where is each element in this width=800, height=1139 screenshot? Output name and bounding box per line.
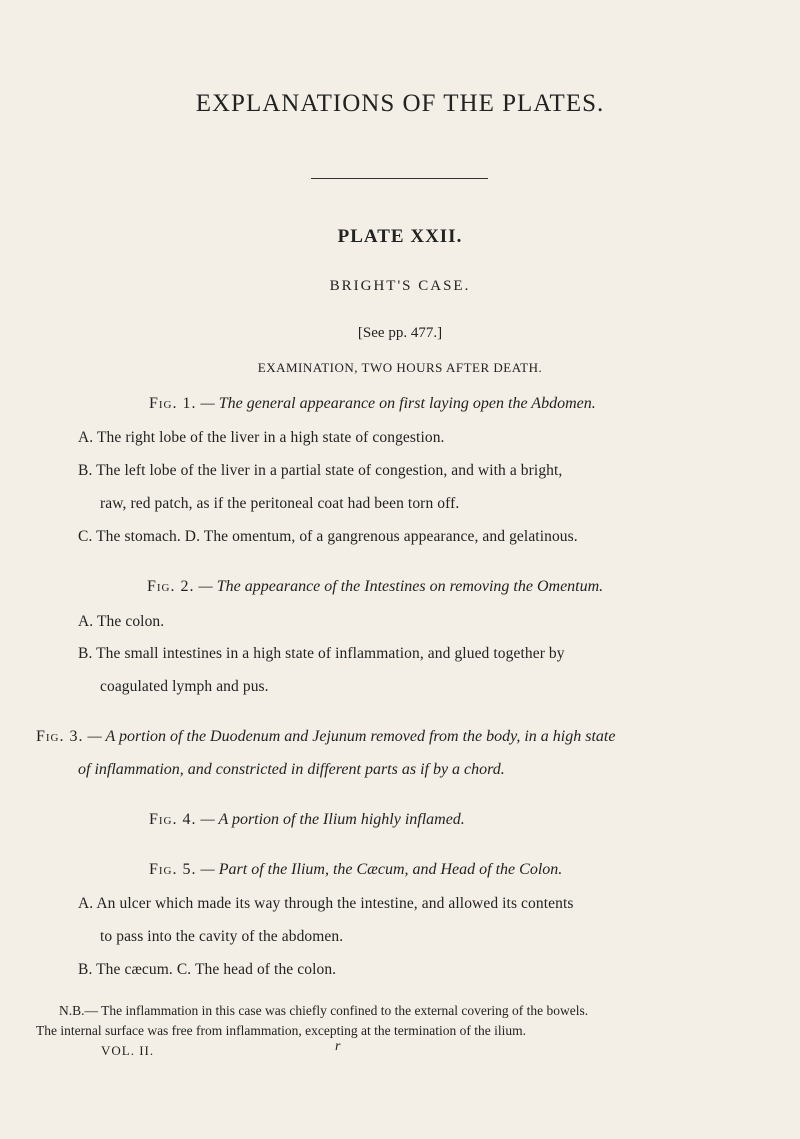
fig1-item-b: B. The left lobe of the liver in a partial state of congestion, and with a bright,: [78, 462, 563, 479]
fig5-item-a: A. An ulcer which made its way through the intestine, and allowed its contents: [78, 895, 574, 912]
title-rule: [311, 178, 488, 179]
fig4-caption: [149, 811, 465, 829]
fig2-item-b-cont: coagulated lymph and pus.: [100, 678, 269, 695]
case-title: BRIGHT'S CASE.: [329, 278, 471, 294]
fig3-label: Fig. 3.: [36, 728, 84, 745]
fig3-caption: [36, 728, 615, 746]
note-line-2: The internal surface was free from inflammation, excepting at the termination of the ilium.: [36, 1023, 526, 1038]
fig5-item-b-c: B. The cæcum. C. The head of the colon.: [78, 961, 337, 978]
examination-heading: EXAMINATION, TWO HOURS AFTER DEATH.: [257, 360, 543, 375]
fig3-caption-line1: — A portion of the Duodenum and Jejunum removed from the body, in a high state: [87, 728, 616, 745]
fig4-label: Fig. 4.: [149, 811, 197, 828]
fig3-caption-cont: [78, 761, 505, 779]
fig2-label: Fig. 2.: [147, 578, 195, 595]
page-reference: [See pp. 477.]: [357, 325, 443, 341]
fig1-caption: [149, 395, 596, 413]
note-line-1: N.B.— The inflammation in this case was chiefly confined to the external covering of the bowels.: [59, 1003, 589, 1018]
fig5-caption-text: — Part of the Ilium, the Cæcum, and Head of the Colon.: [200, 861, 563, 878]
signature-mark: r: [335, 1039, 341, 1054]
fig2-item-a: A. The colon.: [78, 613, 165, 630]
fig1-item-c-d: C. The stomach. D. The omentum, of a gangrenous appearance, and gelatinous.: [78, 528, 578, 545]
fig5-label: Fig. 5.: [149, 861, 197, 878]
fig2-caption-text: — The appearance of the Intestines on removing the Omentum.: [198, 578, 604, 595]
fig2-item-b: B. The small intestines in a high state of inflammation, and glued together by: [78, 645, 565, 662]
fig1-item-b-cont: raw, red patch, as if the peritoneal coat had been torn off.: [100, 495, 460, 512]
fig1-caption-text: — The general appearance on first laying open the Abdomen.: [200, 395, 596, 412]
fig3-caption-line2: of inflammation, and constricted in different parts as if by a chord.: [78, 761, 505, 778]
fig5-item-a-cont: to pass into the cavity of the abdomen.: [100, 928, 344, 945]
volume-label: VOL. II.: [101, 1043, 155, 1058]
fig4-caption-text: — A portion of the Ilium highly inflamed.: [200, 811, 465, 828]
fig2-caption: [147, 578, 603, 596]
plate-title: PLATE XXII.: [337, 226, 463, 247]
main-title: EXPLANATIONS OF THE PLATES.: [195, 90, 605, 117]
fig5-caption: [149, 861, 562, 879]
fig1-item-a: A. The right lobe of the liver in a high state of congestion.: [78, 429, 445, 446]
fig1-label: Fig. 1.: [149, 395, 197, 412]
